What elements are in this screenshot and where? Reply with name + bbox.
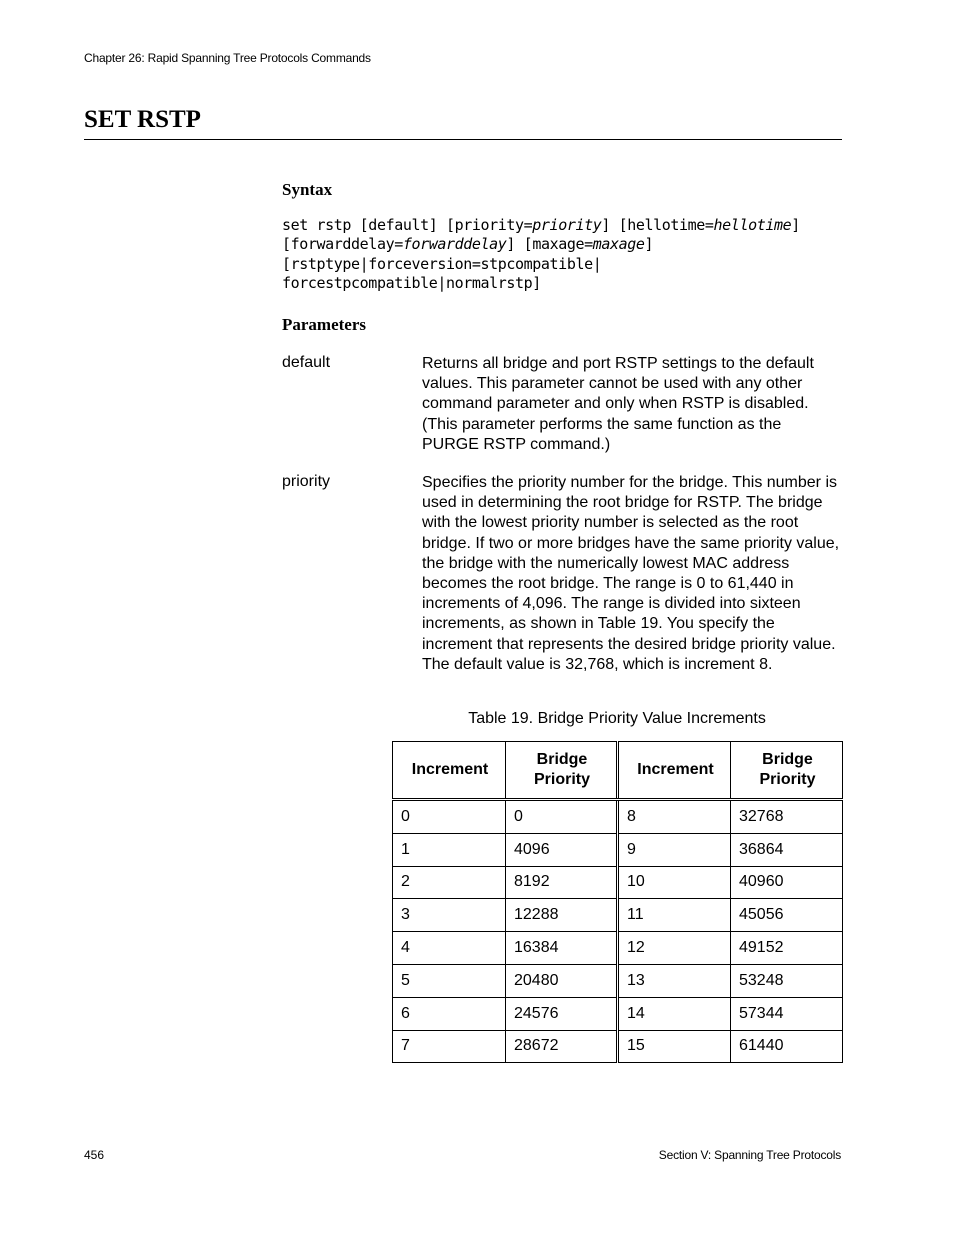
title-rule bbox=[84, 139, 842, 140]
table-row bbox=[393, 1030, 843, 1063]
table-cell: 2 bbox=[393, 866, 506, 899]
table-cell: 0 bbox=[506, 800, 618, 834]
parameters-heading: Parameters bbox=[282, 315, 367, 334]
table-cell: 32768 bbox=[731, 800, 843, 834]
table-cell: 15 bbox=[618, 1030, 731, 1063]
table-cell: 4 bbox=[393, 932, 506, 965]
table-cell: 8192 bbox=[506, 866, 618, 899]
table-cell: 45056 bbox=[731, 899, 843, 932]
table-cell: 13 bbox=[618, 964, 731, 997]
footer-section: Section V: Spanning Tree Protocols bbox=[658, 1148, 841, 1162]
table-cell: 12 bbox=[618, 932, 731, 965]
param-desc-default: Returns all bridge and port RSTP settings to the default values. This parameter cannot be used with any other command parameter and only when RSTP is disabled. (This parameter performs the same function as the PURGE RSTP command.) bbox=[422, 355, 814, 453]
header-increment: Increment bbox=[618, 742, 731, 800]
table-cell: 16384 bbox=[506, 932, 618, 965]
syntax-line-3: [rstptype|forceversion=stpcompatible| bbox=[282, 254, 602, 273]
header-increment: Increment bbox=[393, 742, 506, 800]
table-cell: 11 bbox=[618, 899, 731, 932]
table-cell: 57344 bbox=[731, 997, 843, 1030]
table-cell: 8 bbox=[618, 800, 731, 834]
header-bridge-priority: Bridge Priority bbox=[506, 742, 618, 800]
table-caption: Table 19. Bridge Priority Value Increments bbox=[468, 710, 766, 727]
table-row bbox=[393, 964, 843, 997]
table-header-row bbox=[393, 742, 843, 800]
param-desc-priority: Specifies the priority number for the bridge. This number is used in determining the root bridge for RSTP. The bridge with the lowest priority number is selected as the root bridge. If two or more bridges have the same priority value, the bridge with the numerically lowest MAC address becomes the root bridge. The range is 0 to 61,440 in increments of 4,096. The range is divided into sixteen increments, as shown in Table 19. You specify the increment that represents the desired bridge priority value. The default value is 32,768, which is increment 8. bbox=[422, 474, 840, 673]
param-name-default: default bbox=[282, 354, 331, 371]
param-name-priority: priority bbox=[282, 473, 331, 490]
table-row bbox=[393, 866, 843, 899]
table-cell: 9 bbox=[618, 833, 731, 866]
table-cell: 12288 bbox=[506, 899, 618, 932]
table-row bbox=[393, 899, 843, 932]
priority-table bbox=[392, 741, 842, 1063]
syntax-line-1: set rstp [default] [priority=priority] [hellotime=hellotime] bbox=[282, 216, 800, 234]
syntax-line-4: forcestpcompatible|normalrstp] bbox=[282, 273, 541, 292]
table-cell: 4096 bbox=[506, 833, 618, 866]
syntax-heading: Syntax bbox=[282, 180, 333, 199]
table-cell: 28672 bbox=[506, 1030, 618, 1063]
table-cell: 5 bbox=[393, 964, 506, 997]
table-cell: 3 bbox=[393, 899, 506, 932]
table-cell: 1 bbox=[393, 833, 506, 866]
table-cell: 0 bbox=[393, 800, 506, 834]
running-header: Chapter 26: Rapid Spanning Tree Protocols Commands bbox=[84, 51, 371, 65]
table-cell: 6 bbox=[393, 997, 506, 1030]
table-cell: 36864 bbox=[731, 833, 843, 866]
table-cell: 49152 bbox=[731, 932, 843, 965]
table-cell: 10 bbox=[618, 866, 731, 899]
syntax-line-2: [forwarddelay=forwarddelay] [maxage=maxage] bbox=[282, 235, 654, 254]
table-cell: 53248 bbox=[731, 964, 843, 997]
table-row bbox=[393, 997, 843, 1030]
table-cell: 7 bbox=[393, 1030, 506, 1063]
table-row bbox=[393, 932, 843, 965]
table-cell: 61440 bbox=[731, 1030, 843, 1063]
table-row bbox=[393, 833, 843, 866]
header-bridge-priority: Bridge Priority bbox=[731, 742, 843, 800]
page-title: SET RSTP bbox=[84, 106, 201, 133]
table-cell: 20480 bbox=[506, 964, 618, 997]
page-number: 456 bbox=[84, 1148, 105, 1162]
table-cell: 14 bbox=[618, 997, 731, 1030]
table-cell: 40960 bbox=[731, 866, 843, 899]
syntax-block bbox=[282, 216, 852, 293]
table-cell: 24576 bbox=[506, 997, 618, 1030]
table-row bbox=[393, 800, 843, 834]
